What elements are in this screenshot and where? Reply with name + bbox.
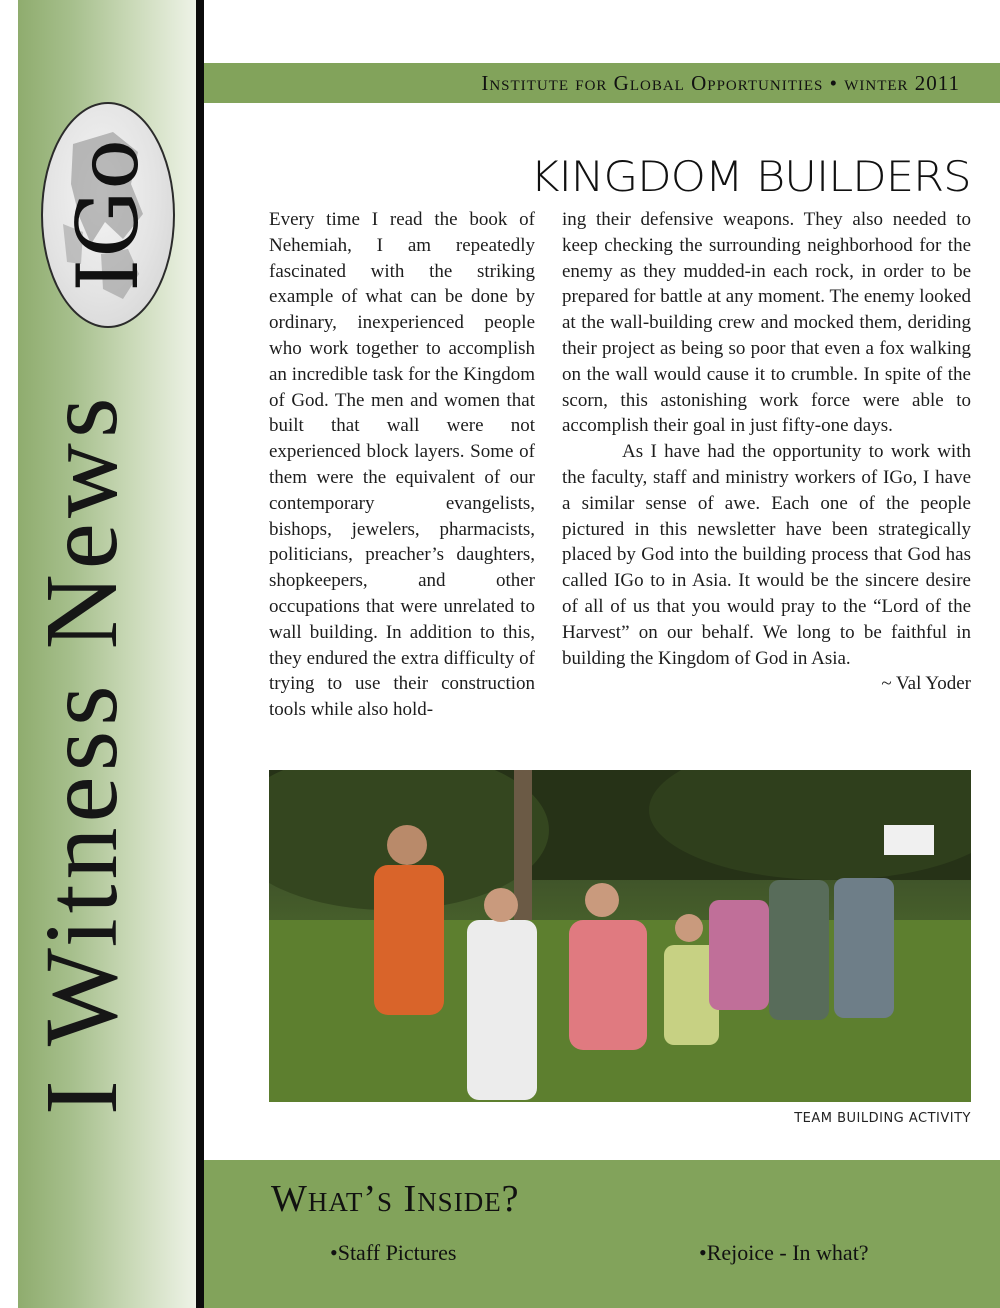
article-title: KINGDOM BUILDERS	[530, 152, 971, 201]
photo-person-group	[834, 878, 894, 1018]
photo-tree-trunk	[514, 770, 532, 920]
article-column-right	[562, 207, 971, 697]
inside-item-rejoice: •Rejoice - In what?	[699, 1240, 869, 1265]
photo-person-group	[709, 900, 769, 1010]
photo-person-head	[484, 888, 518, 922]
photo-person-orange	[374, 865, 444, 1015]
logo-wordmark: IGo	[59, 138, 157, 292]
photo-caption: TEAM BUILDING ACTIVITY	[794, 1111, 971, 1126]
photo-person-head	[387, 825, 427, 865]
photo-sign	[884, 825, 934, 855]
article-paragraph: ing their defensive weapons. They also needed to keep checking the surrounding neighborhood for the enemy as they mudded-in each rock, in order to be prepared for battle at any moment. The enemy looked at the wall-building crew and mocked them, deriding their project as being so poor that even a fox walking on the wall would cause it to crumble. In spite of the scorn, this astonishing work force were able to accomplish their goal in just fifty-one days.	[562, 209, 971, 437]
article-paragraph: Every time I read the book of Nehemiah, I am repeatedly fascinated with the striking example of what can be done by ordinary, inexperienced people who work together to accomplish an incredible task for the Kingdom of God. The men and women that built that wall were not experienced block layers. Some of them were the equivalent of our contemporary evangelists, bishops, jewelers, pharmacists, politicians, preacher’s daughters, shopkeepers, and other occupations that were unrelated to wall building. In addition to this, they endured the extra difficulty of trying to use their construction tools while also hold-	[269, 209, 535, 721]
whats-inside-title: What’s Inside?	[271, 1178, 520, 1220]
whats-inside-panel	[204, 1160, 1000, 1308]
photo-person-pink	[569, 920, 647, 1050]
banner-text: Institute for Global Opportunities • winter 2011	[481, 71, 960, 95]
photo-person-head	[675, 914, 703, 942]
photo-illustration	[269, 770, 971, 1102]
photo-person-head	[585, 883, 619, 917]
inside-item-staff-pictures: •Staff Pictures	[330, 1240, 457, 1265]
article-column-left	[269, 207, 535, 723]
article-signature: ~ Val Yoder	[881, 673, 971, 695]
photo-person-white	[467, 920, 537, 1100]
article-paragraph: As I have had the opportunity to work with the faculty, staff and ministry workers of IGo, I have a similar sense of awe. Each one of the people pictured in this newsletter have been strategically placed by God into the building process that God has called IGo to in Asia. It would be the sincere desire of all of us that you would pray to the “Lord of the Harvest” on our behalf. We long to be faithful in building the Kingdom of God in Asia.	[562, 441, 971, 669]
masthead-title: I Witness News	[24, 392, 139, 1115]
team-building-photo	[269, 770, 971, 1102]
photo-person-group	[769, 880, 829, 1020]
sidebar-divider	[196, 0, 204, 1308]
header-banner	[204, 63, 1000, 103]
